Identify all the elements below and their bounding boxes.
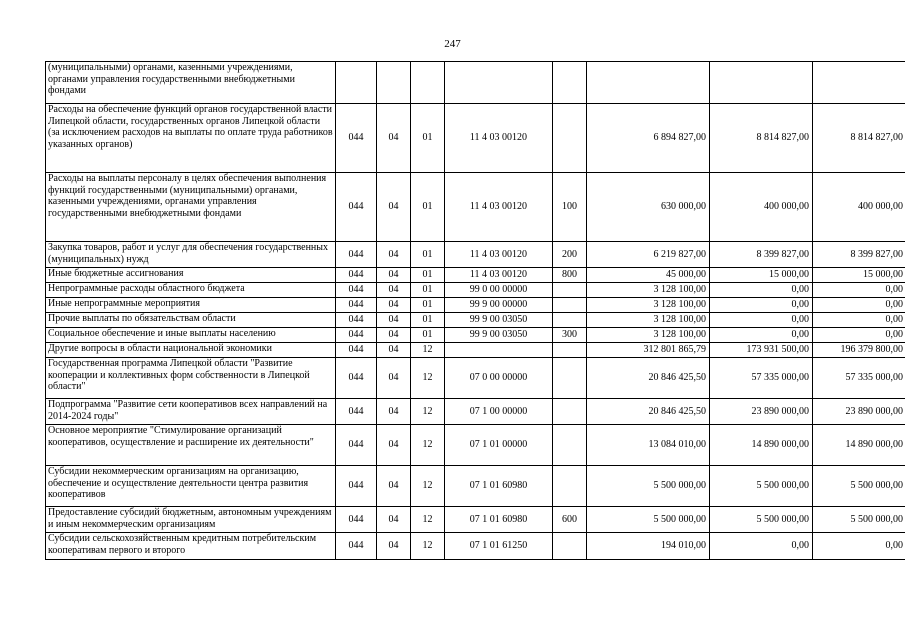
cell-amount-year-2: 57 335 000,00	[710, 358, 813, 399]
cell-expense-type: 300	[553, 328, 587, 343]
cell-amount-year-2: 173 931 500,00	[710, 343, 813, 358]
cell-name: Иные непрограммные мероприятия	[46, 298, 336, 313]
cell-amount-year-3: 0,00	[813, 328, 905, 343]
cell-section-code: 04	[377, 268, 411, 283]
cell-expense-type: 200	[553, 242, 587, 268]
cell-expense-type: 800	[553, 268, 587, 283]
cell-section-code: 04	[377, 425, 411, 466]
cell-section-code: 04	[377, 298, 411, 313]
cell-target-article: 07 1 01 60980	[445, 507, 553, 533]
cell-expense-type	[553, 298, 587, 313]
cell-amount-year-1: 6 894 827,00	[587, 104, 710, 173]
table-row	[46, 507, 905, 533]
cell-amount-year-3: 0,00	[813, 533, 905, 560]
cell-expense-type	[553, 104, 587, 173]
cell-ministry-code: 044	[336, 533, 377, 560]
cell-name: Прочие выплаты по обязательствам области	[46, 313, 336, 328]
cell-amount-year-1: 45 000,00	[587, 268, 710, 283]
cell-amount-year-3: 5 500 000,00	[813, 466, 905, 507]
cell-section-code: 04	[377, 358, 411, 399]
cell-expense-type: 100	[553, 173, 587, 242]
cell-amount-year-3: 5 500 000,00	[813, 507, 905, 533]
table-row	[46, 328, 905, 343]
cell-section-code	[377, 62, 411, 104]
cell-ministry-code: 044	[336, 104, 377, 173]
cell-section-code: 04	[377, 173, 411, 242]
cell-subsection-code: 01	[411, 298, 445, 313]
cell-ministry-code: 044	[336, 173, 377, 242]
cell-subsection-code: 12	[411, 343, 445, 358]
table-row	[46, 298, 905, 313]
cell-target-article: 11 4 03 00120	[445, 242, 553, 268]
cell-ministry-code: 044	[336, 313, 377, 328]
table-row	[46, 283, 905, 298]
cell-ministry-code	[336, 62, 377, 104]
cell-subsection-code: 01	[411, 242, 445, 268]
budget-table	[45, 61, 905, 560]
cell-section-code: 04	[377, 507, 411, 533]
cell-ministry-code: 044	[336, 298, 377, 313]
cell-ministry-code: 044	[336, 425, 377, 466]
cell-expense-type	[553, 283, 587, 298]
cell-amount-year-2: 8 814 827,00	[710, 104, 813, 173]
cell-section-code: 04	[377, 466, 411, 507]
table-row	[46, 533, 905, 560]
cell-ministry-code: 044	[336, 328, 377, 343]
cell-ministry-code: 044	[336, 399, 377, 425]
cell-amount-year-3: 400 000,00	[813, 173, 905, 242]
cell-name: (муниципальными) органами, казенными учреждениями, органами управления государственными внебюджетными фондами	[46, 62, 336, 104]
cell-expense-type	[553, 343, 587, 358]
table-row	[46, 104, 905, 173]
cell-amount-year-3: 196 379 800,00	[813, 343, 905, 358]
table-row	[46, 343, 905, 358]
cell-amount-year-1	[587, 62, 710, 104]
cell-expense-type	[553, 62, 587, 104]
cell-ministry-code: 044	[336, 283, 377, 298]
cell-target-article: 07 0 00 00000	[445, 358, 553, 399]
cell-amount-year-1: 3 128 100,00	[587, 283, 710, 298]
cell-amount-year-2: 0,00	[710, 328, 813, 343]
cell-expense-type: 600	[553, 507, 587, 533]
cell-subsection-code: 01	[411, 104, 445, 173]
cell-amount-year-1: 20 846 425,50	[587, 399, 710, 425]
cell-name: Субсидии некоммерческим организациям на организацию, обеспечение и осуществление деятельности центра развития кооперативов	[46, 466, 336, 507]
cell-expense-type	[553, 399, 587, 425]
table-row	[46, 62, 905, 104]
cell-section-code: 04	[377, 533, 411, 560]
table-body	[46, 62, 905, 560]
cell-section-code: 04	[377, 313, 411, 328]
cell-section-code: 04	[377, 283, 411, 298]
cell-subsection-code: 12	[411, 399, 445, 425]
cell-amount-year-1: 194 010,00	[587, 533, 710, 560]
cell-ministry-code: 044	[336, 507, 377, 533]
cell-target-article	[445, 343, 553, 358]
cell-subsection-code	[411, 62, 445, 104]
cell-name: Расходы на обеспечение функций органов государственной власти Липецкой области, государственных органов Липецкой области (за исключением расходов на выплаты по оплате труда работников указанных органов)	[46, 104, 336, 173]
table-row	[46, 173, 905, 242]
cell-amount-year-1: 3 128 100,00	[587, 313, 710, 328]
table-row	[46, 268, 905, 283]
cell-expense-type	[553, 358, 587, 399]
table-row	[46, 466, 905, 507]
cell-amount-year-1: 3 128 100,00	[587, 328, 710, 343]
cell-subsection-code: 12	[411, 507, 445, 533]
table-row	[46, 242, 905, 268]
table-row	[46, 425, 905, 466]
cell-ministry-code: 044	[336, 242, 377, 268]
cell-amount-year-3	[813, 62, 905, 104]
cell-amount-year-1: 6 219 827,00	[587, 242, 710, 268]
cell-amount-year-1: 3 128 100,00	[587, 298, 710, 313]
cell-name: Социальное обеспечение и иные выплаты населению	[46, 328, 336, 343]
cell-amount-year-3: 57 335 000,00	[813, 358, 905, 399]
cell-amount-year-2: 0,00	[710, 533, 813, 560]
cell-name: Другие вопросы в области национальной экономики	[46, 343, 336, 358]
cell-name: Закупка товаров, работ и услуг для обеспечения государственных (муниципальных) нужд	[46, 242, 336, 268]
cell-name: Непрограммные расходы областного бюджета	[46, 283, 336, 298]
cell-subsection-code: 01	[411, 173, 445, 242]
cell-amount-year-2: 0,00	[710, 298, 813, 313]
cell-subsection-code: 12	[411, 466, 445, 507]
cell-expense-type	[553, 466, 587, 507]
cell-name: Государственная программа Липецкой области "Развитие кооперации и коллективных форм собственности в Липецкой области"	[46, 358, 336, 399]
cell-amount-year-2: 0,00	[710, 313, 813, 328]
cell-subsection-code: 01	[411, 283, 445, 298]
page-number: 247	[444, 38, 461, 50]
cell-amount-year-2: 0,00	[710, 283, 813, 298]
cell-section-code: 04	[377, 399, 411, 425]
cell-name: Основное мероприятие "Стимулирование организаций кооперативов, осуществление и расширение их деятельности"	[46, 425, 336, 466]
cell-target-article: 99 9 00 00000	[445, 298, 553, 313]
cell-amount-year-3: 14 890 000,00	[813, 425, 905, 466]
cell-amount-year-1: 13 084 010,00	[587, 425, 710, 466]
cell-target-article: 11 4 03 00120	[445, 268, 553, 283]
cell-amount-year-3: 15 000,00	[813, 268, 905, 283]
cell-subsection-code: 01	[411, 313, 445, 328]
cell-target-article: 07 1 01 60980	[445, 466, 553, 507]
cell-amount-year-3: 0,00	[813, 283, 905, 298]
cell-name: Субсидии сельскохозяйственным кредитным потребительским кооперативам первого и второго	[46, 533, 336, 560]
cell-subsection-code: 12	[411, 533, 445, 560]
cell-target-article: 99 0 00 00000	[445, 283, 553, 298]
cell-amount-year-1: 312 801 865,79	[587, 343, 710, 358]
cell-amount-year-2: 8 399 827,00	[710, 242, 813, 268]
cell-expense-type	[553, 313, 587, 328]
cell-amount-year-1: 630 000,00	[587, 173, 710, 242]
cell-name: Расходы на выплаты персоналу в целях обеспечения выполнения функций государственными (муниципальными) органами, казенными учреждениями, органами управления государственными внебюджетными фондами	[46, 173, 336, 242]
cell-amount-year-2: 400 000,00	[710, 173, 813, 242]
table-row	[46, 399, 905, 425]
table-row	[46, 358, 905, 399]
cell-amount-year-3: 0,00	[813, 313, 905, 328]
cell-amount-year-1: 5 500 000,00	[587, 507, 710, 533]
cell-target-article: 99 9 00 03050	[445, 313, 553, 328]
cell-target-article: 07 1 01 61250	[445, 533, 553, 560]
cell-target-article: 07 1 01 00000	[445, 425, 553, 466]
cell-amount-year-1: 5 500 000,00	[587, 466, 710, 507]
cell-amount-year-3: 8 814 827,00	[813, 104, 905, 173]
cell-amount-year-2: 14 890 000,00	[710, 425, 813, 466]
cell-section-code: 04	[377, 328, 411, 343]
cell-target-article: 07 1 00 00000	[445, 399, 553, 425]
cell-name: Иные бюджетные ассигнования	[46, 268, 336, 283]
cell-target-article: 11 4 03 00120	[445, 173, 553, 242]
cell-amount-year-2	[710, 62, 813, 104]
cell-amount-year-2: 23 890 000,00	[710, 399, 813, 425]
cell-section-code: 04	[377, 104, 411, 173]
cell-subsection-code: 12	[411, 425, 445, 466]
cell-amount-year-2: 5 500 000,00	[710, 466, 813, 507]
cell-ministry-code: 044	[336, 343, 377, 358]
cell-expense-type	[553, 425, 587, 466]
cell-target-article: 11 4 03 00120	[445, 104, 553, 173]
cell-target-article: 99 9 00 03050	[445, 328, 553, 343]
cell-amount-year-3: 0,00	[813, 298, 905, 313]
cell-expense-type	[553, 533, 587, 560]
cell-name: Подпрограмма "Развитие сети кооперативов всех направлений на 2014-2024 годы"	[46, 399, 336, 425]
cell-amount-year-3: 23 890 000,00	[813, 399, 905, 425]
cell-subsection-code: 01	[411, 328, 445, 343]
cell-section-code: 04	[377, 343, 411, 358]
cell-amount-year-2: 5 500 000,00	[710, 507, 813, 533]
cell-ministry-code: 044	[336, 358, 377, 399]
cell-amount-year-1: 20 846 425,50	[587, 358, 710, 399]
cell-section-code: 04	[377, 242, 411, 268]
cell-ministry-code: 044	[336, 268, 377, 283]
cell-ministry-code: 044	[336, 466, 377, 507]
table-row	[46, 313, 905, 328]
cell-amount-year-2: 15 000,00	[710, 268, 813, 283]
cell-amount-year-3: 8 399 827,00	[813, 242, 905, 268]
cell-subsection-code: 01	[411, 268, 445, 283]
cell-subsection-code: 12	[411, 358, 445, 399]
cell-target-article	[445, 62, 553, 104]
cell-name: Предоставление субсидий бюджетным, автономным учреждениям и иным некоммерческим организациям	[46, 507, 336, 533]
